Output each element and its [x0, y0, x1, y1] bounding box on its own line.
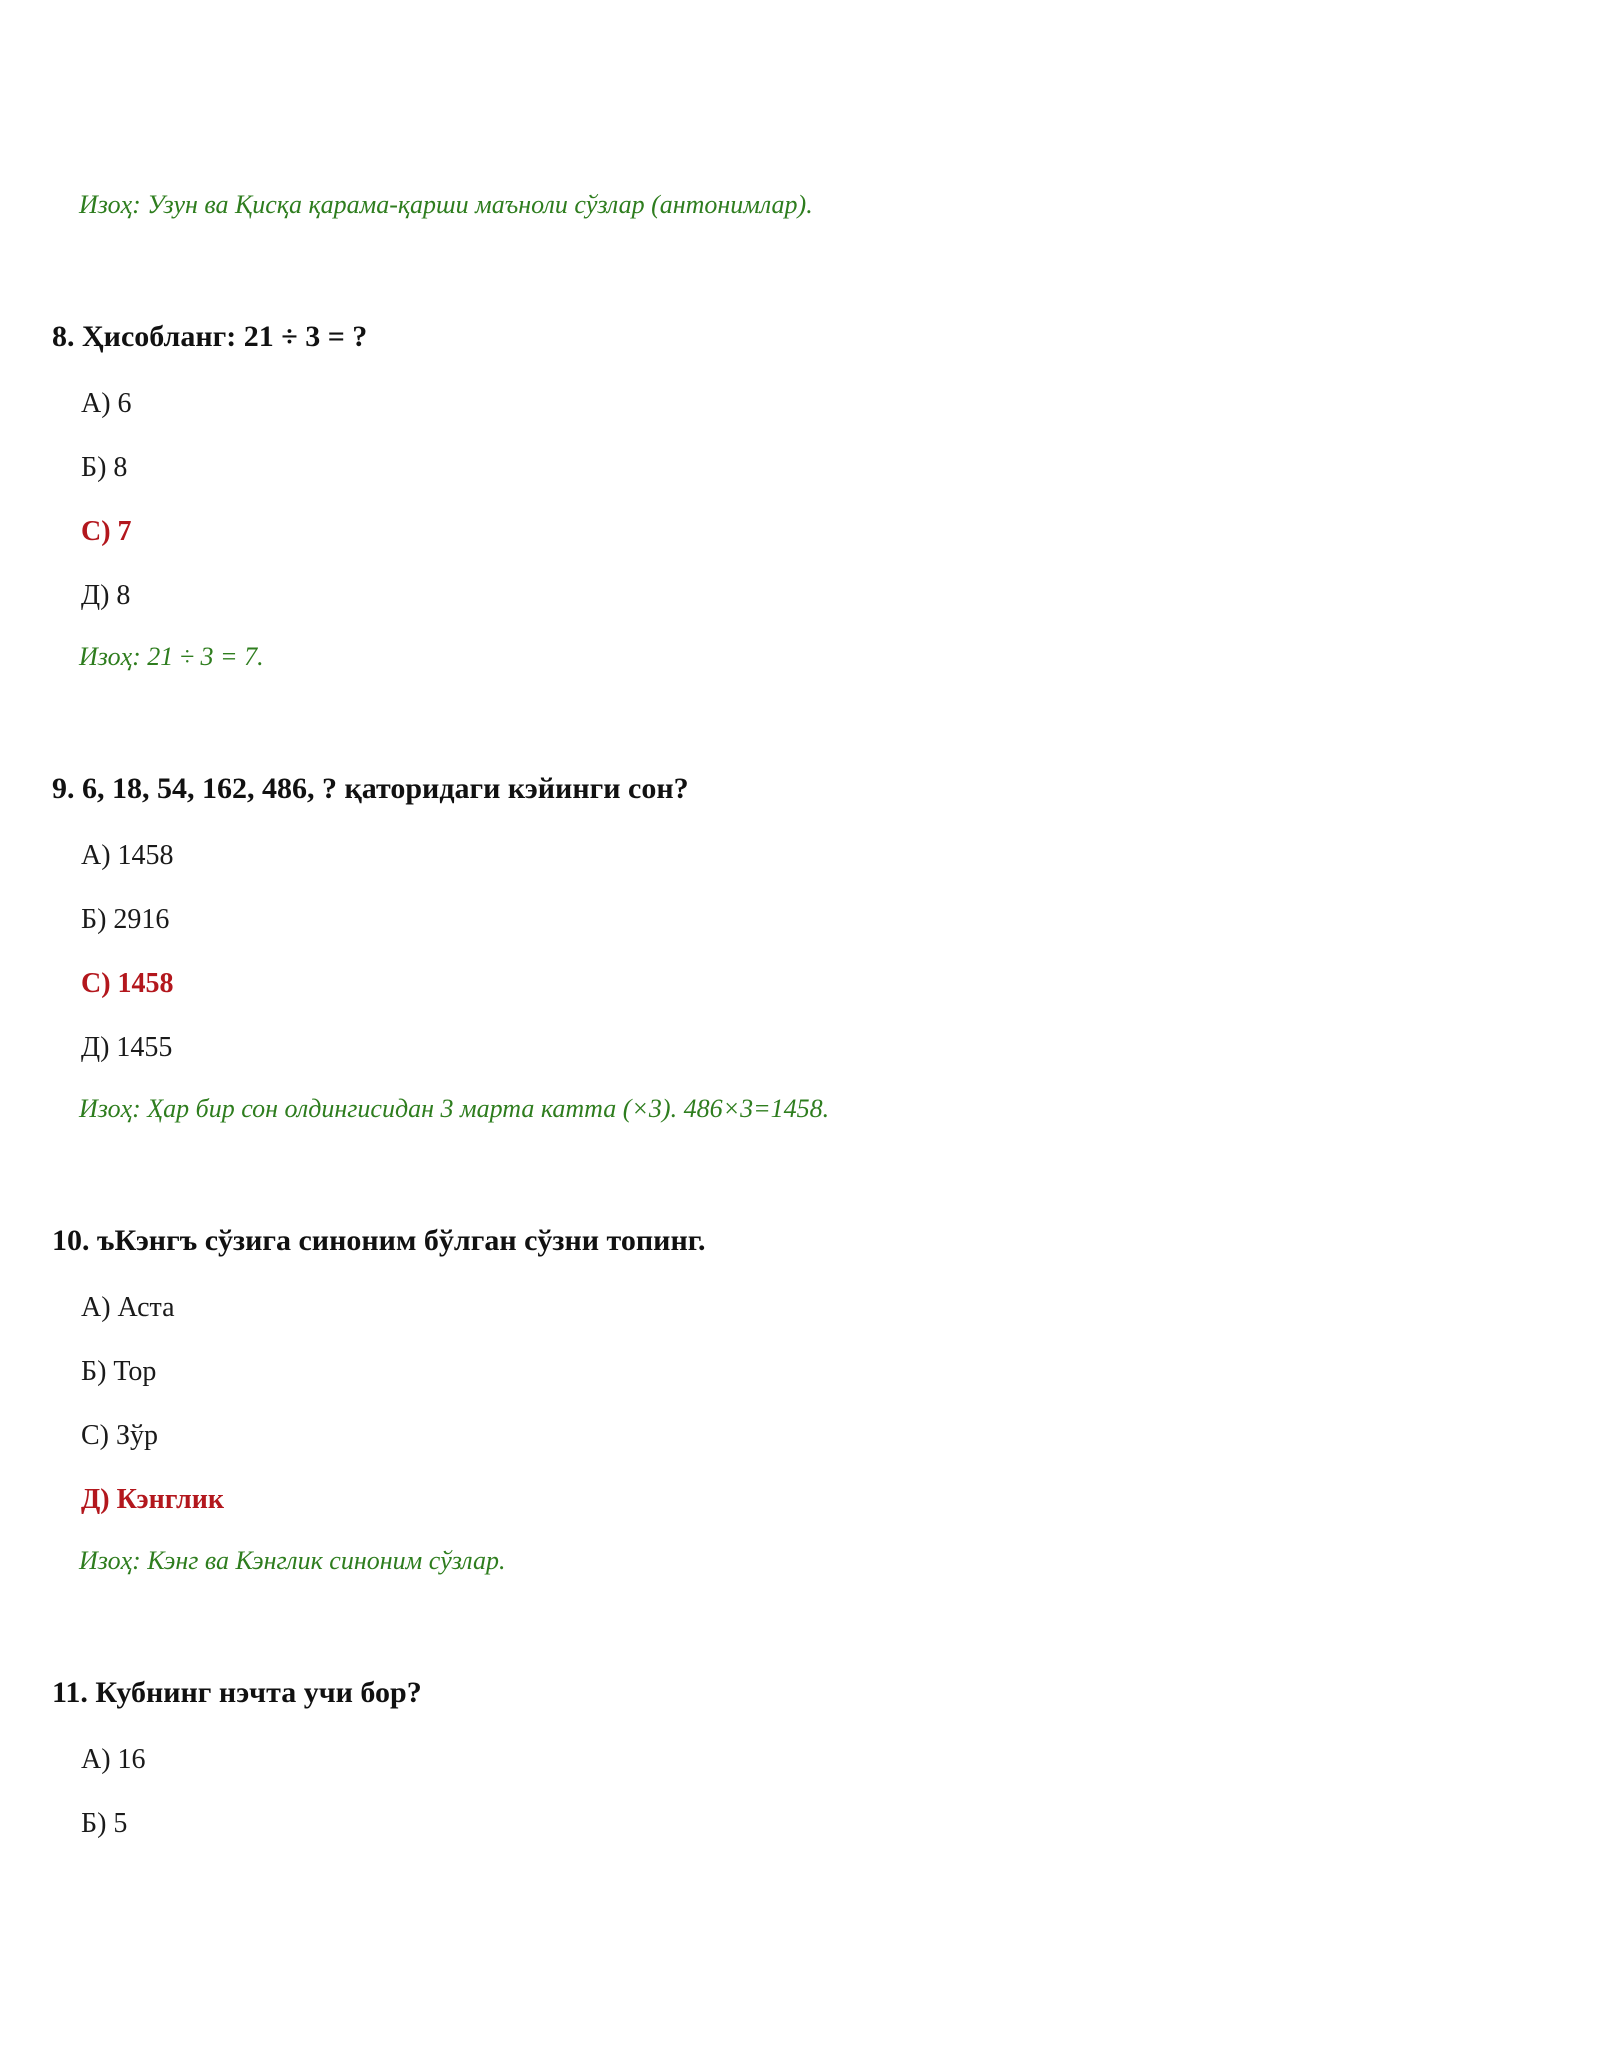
note-q10: Изоҳ: Кэнг ва Кэнглик синоним сўзлар.: [79, 1546, 506, 1575]
q9-option-a: А) 1458: [81, 840, 174, 871]
q10-option-b: Б) Тор: [81, 1356, 157, 1387]
q11-option-a: А) 16: [81, 1744, 146, 1775]
q8-option-d: Д) 8: [81, 580, 131, 611]
q11-option-b: Б) 5: [81, 1808, 128, 1839]
q9-option-d: Д) 1455: [81, 1032, 173, 1063]
note-q9: Изоҳ: Ҳар бир сон олдингисидан 3 марта катта (×3). 486×3=1458.: [79, 1094, 830, 1123]
q9-option-c-correct: С) 1458: [81, 968, 174, 999]
q10-option-d-correct: Д) Кэнглик: [81, 1484, 225, 1515]
question-11-title: 11. Кубнинг нэчта учи бор?: [52, 1676, 422, 1709]
q8-option-c-correct: С) 7: [81, 516, 132, 547]
question-10-title: 10. ъКэнгъ сўзига синоним бўлган сўзни топинг.: [52, 1224, 706, 1257]
note-q8: Изоҳ: 21 ÷ 3 = 7.: [79, 642, 264, 671]
note-q7: Изоҳ: Узун ва Қисқа қарама-қарши маъноли сўзлар (антонимлар).: [79, 190, 813, 219]
question-8-title: 8. Ҳисобланг: 21 ÷ 3 = ?: [52, 320, 368, 353]
q10-option-a: А) Аста: [81, 1292, 175, 1323]
q9-option-b: Б) 2916: [81, 904, 170, 935]
question-9-title: 9. 6, 18, 54, 162, 486, ? қаторидаги кэйинги сон?: [52, 772, 689, 805]
q8-option-b: Б) 8: [81, 452, 128, 483]
q10-option-c: С) Зўр: [81, 1420, 159, 1451]
q8-option-a: А) 6: [81, 388, 132, 419]
